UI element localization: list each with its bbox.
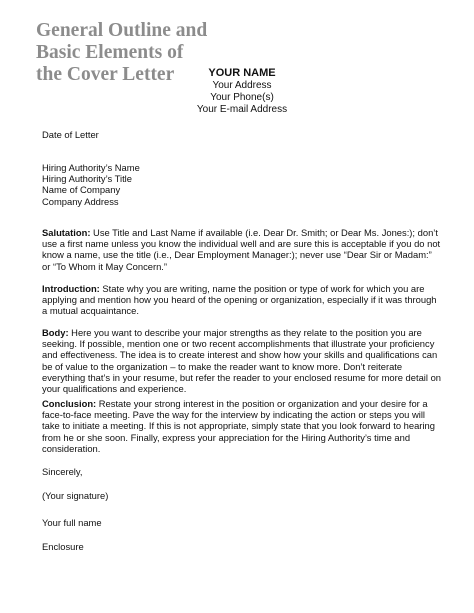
- sender-phone: Your Phone(s): [210, 92, 274, 103]
- introduction-text: State why you are writing, name the position or type of work for which you are applying and mention how you heard of the opening or organization, especially if it was through a mutual acquaintance.: [42, 283, 437, 317]
- salutation-paragraph: [42, 227, 442, 272]
- recipient-line: Hiring Authority’s Title: [42, 173, 132, 185]
- closing-signature: (Your signature): [42, 490, 109, 501]
- sender-name: YOUR NAME: [208, 67, 276, 79]
- sender-email: Your E-mail Address: [196, 104, 288, 115]
- letter-header: [0, 67, 474, 116]
- outline-title-line: the Cover Letter: [36, 64, 175, 85]
- body-paragraph: [42, 327, 442, 394]
- recipient-line: Company Address: [42, 195, 119, 207]
- closing-sincerely: Sincerely,: [42, 466, 83, 477]
- body-label: Body:: [42, 327, 69, 338]
- outline-title-line: Basic Elements of: [36, 42, 184, 63]
- sender-address: Your Address: [212, 80, 272, 91]
- conclusion-text: Restate your strong interest in the position or organization and your desire for a face-to-face meeting. Pave the way for the interview by indicating the action or steps you will take to initiate a meeting. If this is not appropriate, simply state that you look forward to hearing from he or she soon. Finally, express your appreciation for the Hiring Authority’s time and consideration.: [42, 398, 435, 454]
- recipient-line: Hiring Authority’s Name: [42, 162, 140, 173]
- conclusion-label: Conclusion:: [42, 398, 97, 409]
- introduction-label: Introduction:: [42, 283, 100, 294]
- outline-title-line: General Outline and: [36, 20, 208, 41]
- closing-full-name: Your full name: [42, 517, 102, 528]
- recipient-block: [42, 162, 442, 207]
- salutation-text: Use Title and Last Name if available (i.e. Dear Dr. Smith; or Dear Ms. Jones:); don’t use a first name unless you know the individual well and are sure this is acceptable if you do not know a name, use the title (i.e., Dear Employment Manager:); never use “Dear Sir or Madam:” or “To Whom it May Concern.”: [42, 227, 441, 272]
- salutation-label: Salutation:: [42, 227, 91, 238]
- recipient-line: Name of Company: [42, 184, 121, 196]
- closing-enclosure: Enclosure: [42, 541, 84, 552]
- introduction-paragraph: [42, 283, 442, 317]
- letter-date: Date of Letter: [42, 129, 99, 140]
- conclusion-paragraph: [42, 398, 442, 454]
- body-text: Here you want to describe your major strengths as they relate to the position you are seeking. If possible, mention one or two recent accomplishments that illustrate your proficiency and effectiveness. The idea is to create interest and show how your skills and qualifications can be of value to the organization – to make the reader want to know more. Don’t reiterate everything that’s in your resume, but refer the reader to your enclosed resume for more detail on your qualifications and experience.: [42, 327, 441, 395]
